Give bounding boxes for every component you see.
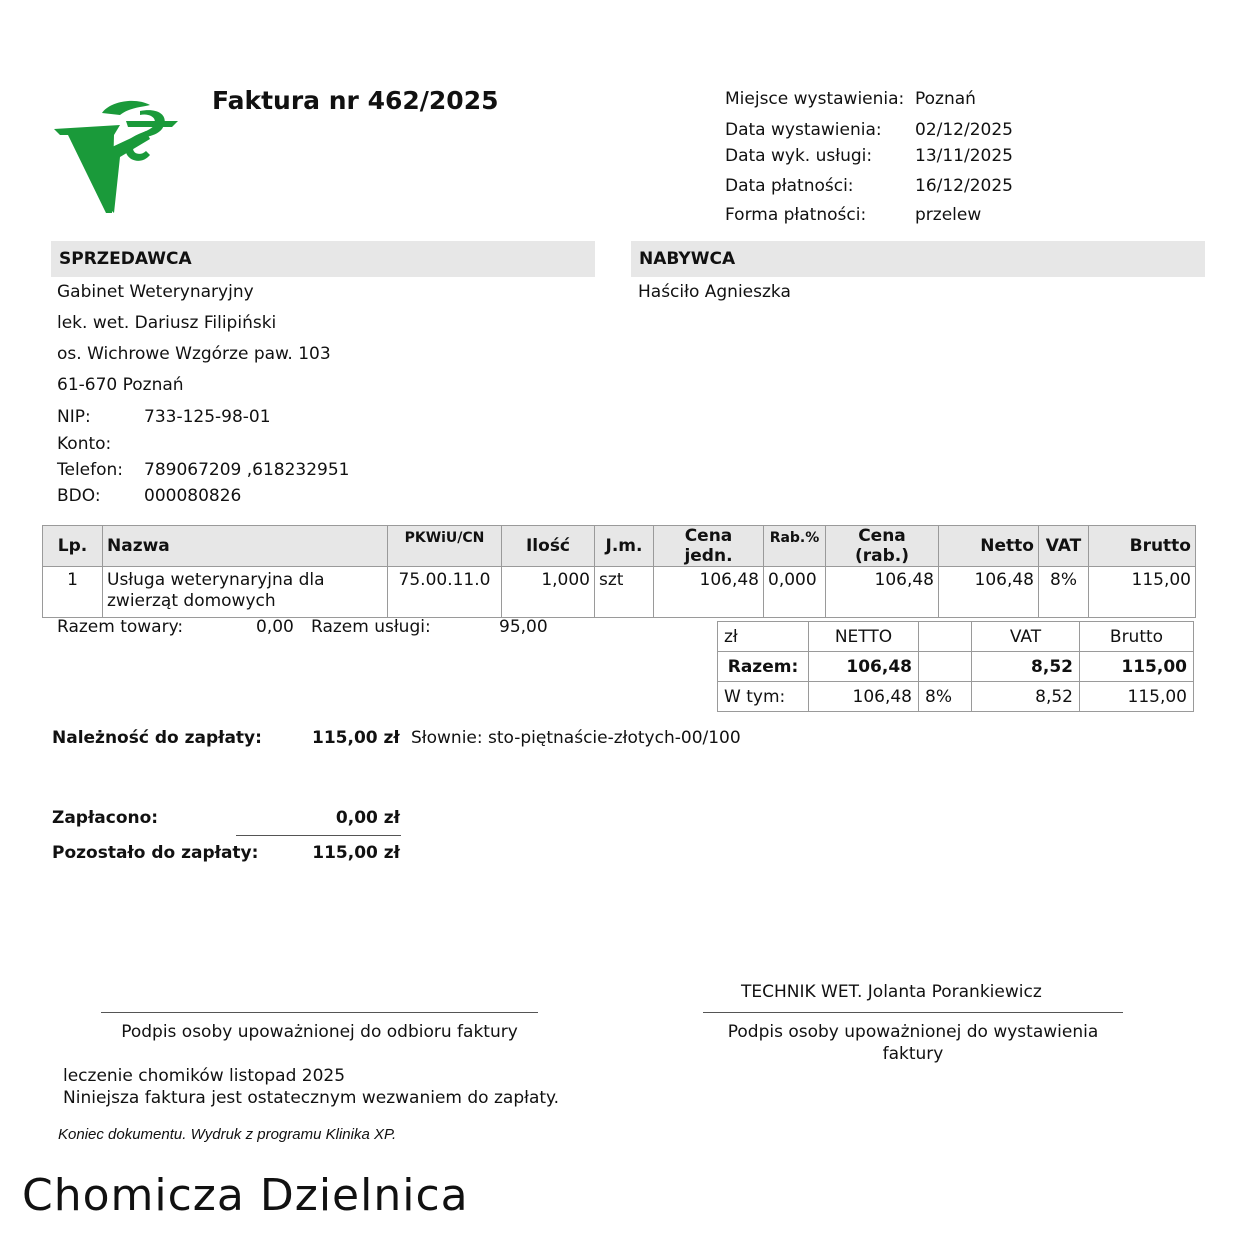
- summary-detail-net: 106,48: [809, 682, 919, 712]
- col-header-price-after-discount: Cena (rab.): [826, 526, 939, 567]
- summary-total-vat: 8,52: [972, 652, 1080, 682]
- table-row: [43, 567, 1196, 618]
- meta-label-issue-date: Data wystawienia:: [725, 120, 882, 140]
- cell-discount: 0,000: [764, 567, 826, 618]
- amount-in-words: Słownie: sto-piętnaście-złotych-00/100: [411, 728, 741, 748]
- paid-label: Zapłacono:: [52, 808, 159, 828]
- col-header-discount: Rab.%: [764, 526, 826, 567]
- cell-pkwiu: 75.00.11.0: [388, 567, 502, 618]
- buyer-name: Haściło Agnieszka: [638, 282, 791, 302]
- invoice-title: Faktura nr 462/2025: [212, 86, 499, 115]
- end-of-document-note: Koniec dokumentu. Wydruk z programu Klinika XP.: [58, 1126, 397, 1143]
- cell-unit: szt: [595, 567, 654, 618]
- veterinary-logo-icon: [50, 95, 185, 217]
- summary-detail-label: W tym:: [718, 682, 809, 712]
- meta-value-payment-method: przelew: [915, 205, 982, 225]
- goods-total-label: Razem towary:: [57, 617, 184, 637]
- receiver-signature-caption: Podpis osoby upoważnionej do odbioru faktury: [121, 1022, 518, 1042]
- buyer-heading: NABYWCA: [631, 241, 1205, 277]
- seller-line: Gabinet Weterynaryjny: [57, 282, 254, 302]
- note-line: Niniejsza faktura jest ostatecznym wezwaniem do zapłaty.: [63, 1088, 560, 1108]
- col-header-pkwiu: PKWiU/CN: [388, 526, 502, 567]
- col-header-qty: Ilość: [502, 526, 595, 567]
- amount-due-label: Należność do zapłaty:: [52, 728, 262, 748]
- issuer-signature-line: [703, 1012, 1123, 1013]
- services-total-label: Razem usługi:: [311, 617, 431, 637]
- note-line: leczenie chomików listopad 2025: [63, 1066, 346, 1086]
- seller-line: lek. wet. Dariusz Filipiński: [57, 313, 277, 333]
- meta-value-issue-date: 02/12/2025: [915, 120, 1013, 140]
- paid-value: 0,00 zł: [335, 808, 400, 828]
- brand-caption: Chomicza Dzielnica: [22, 1170, 469, 1221]
- seller-account-label: Konto:: [57, 434, 112, 454]
- issuer-signature-caption: Podpis osoby upoważnionej do wystawienia: [727, 1022, 1099, 1042]
- issuer-signature-caption-cont: faktury: [882, 1044, 944, 1064]
- cell-vat: 8%: [1039, 567, 1089, 618]
- issuer-name: TECHNIK WET. Jolanta Porankiewicz: [741, 982, 1042, 1002]
- seller-phone-value: 789067209 ,618232951: [144, 460, 350, 480]
- summary-detail-vat: 8,52: [972, 682, 1080, 712]
- seller-heading: SPRZEDAWCA: [51, 241, 595, 277]
- cell-gross: 115,00: [1089, 567, 1196, 618]
- col-header-gross: Brutto: [1089, 526, 1196, 567]
- cell-qty: 1,000: [502, 567, 595, 618]
- meta-value-service-date: 13/11/2025: [915, 146, 1013, 166]
- meta-label-service-date: Data wyk. usługi:: [725, 146, 873, 166]
- vat-summary-table: [717, 621, 1194, 712]
- seller-bdo-label: BDO:: [57, 486, 101, 506]
- col-header-unit: J.m.: [595, 526, 654, 567]
- goods-total-value: 0,00: [256, 617, 294, 637]
- summary-detail-rate: 8%: [919, 682, 972, 712]
- meta-value-place: Poznań: [915, 89, 976, 109]
- meta-label-payment-date: Data płatności:: [725, 176, 854, 196]
- col-header-unit-price: Cena jedn.: [654, 526, 764, 567]
- seller-line: 61-670 Poznań: [57, 375, 184, 395]
- seller-phone-label: Telefon:: [57, 460, 124, 480]
- cell-lp: 1: [43, 567, 103, 618]
- remaining-label: Pozostało do zapłaty:: [52, 843, 259, 863]
- meta-value-payment-date: 16/12/2025: [915, 176, 1013, 196]
- summary-header-row: [718, 622, 1194, 652]
- services-total-value: 95,00: [499, 617, 548, 637]
- seller-bdo-value: 000080826: [144, 486, 242, 506]
- receiver-signature-line: [101, 1012, 538, 1013]
- col-header-name: Nazwa: [103, 526, 388, 567]
- items-table: [42, 525, 1196, 618]
- seller-nip-label: NIP:: [57, 407, 91, 427]
- cell-name: Usługa weterynaryjna dla zwierząt domowych: [103, 567, 388, 618]
- col-header-lp: Lp.: [43, 526, 103, 567]
- summary-header-currency: zł: [718, 622, 809, 652]
- summary-header-vat: VAT: [972, 622, 1080, 652]
- summary-header-gross: Brutto: [1080, 622, 1194, 652]
- meta-label-payment-method: Forma płatności:: [725, 205, 867, 225]
- summary-total-label: Razem:: [718, 652, 809, 682]
- remaining-value: 115,00 zł: [312, 843, 400, 863]
- seller-nip-value: 733-125-98-01: [144, 407, 271, 427]
- meta-label-place: Miejsce wystawienia:: [725, 89, 905, 109]
- summary-total-row: [718, 652, 1194, 682]
- seller-line: os. Wichrowe Wzgórze paw. 103: [57, 344, 331, 364]
- summary-total-net: 106,48: [809, 652, 919, 682]
- cell-unit-price: 106,48: [654, 567, 764, 618]
- amount-due-value: 115,00 zł: [312, 728, 400, 748]
- summary-total-rate: [919, 652, 972, 682]
- summary-header-net: NETTO: [809, 622, 919, 652]
- cell-price-after-discount: 106,48: [826, 567, 939, 618]
- cell-net: 106,48: [939, 567, 1039, 618]
- summary-detail-gross: 115,00: [1080, 682, 1194, 712]
- col-header-vat: VAT: [1039, 526, 1089, 567]
- summary-detail-row: [718, 682, 1194, 712]
- paid-divider: [236, 835, 401, 836]
- items-header-row: [43, 526, 1196, 567]
- summary-header-rate: [919, 622, 972, 652]
- col-header-net: Netto: [939, 526, 1039, 567]
- summary-total-gross: 115,00: [1080, 652, 1194, 682]
